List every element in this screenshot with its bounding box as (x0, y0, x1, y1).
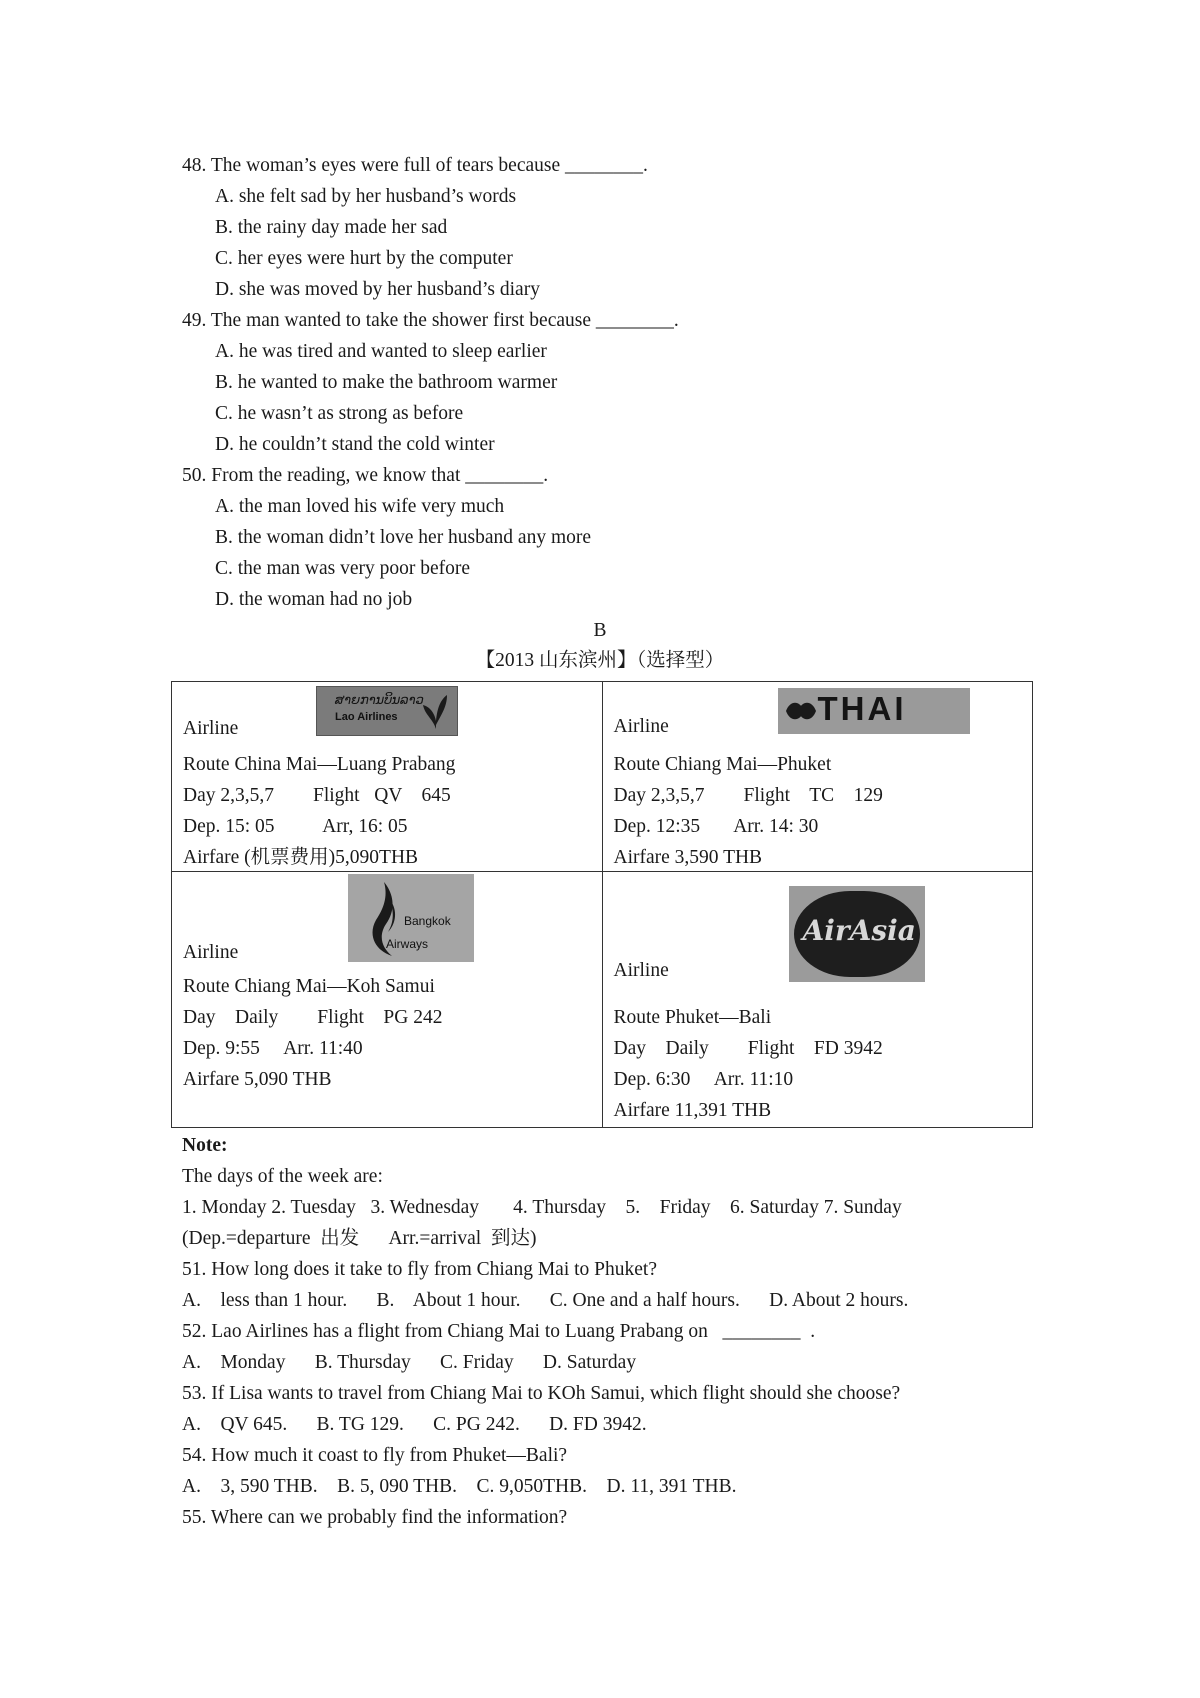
airfare: Airfare 3,590 THB (613, 847, 763, 868)
question-48-option-c: C. her eyes were hurt by the computer (215, 248, 513, 269)
question-53-stem: 53. If Lisa wants to travel from Chiang Mai to KOh Samui, which flight should she choose? (182, 1383, 901, 1404)
flight-schedule-table (171, 681, 1033, 1128)
airfare: Airfare 11,391 THB (613, 1100, 772, 1121)
airline-label: Airline (183, 718, 239, 739)
airfare: Airfare 5,090 THB (183, 1069, 332, 1090)
question-48-option-b: B. the rainy day made her sad (215, 217, 448, 238)
airline-label: Airline (183, 942, 239, 963)
question-48-option-a: A. she felt sad by her husband’s words (215, 186, 517, 207)
flower-icon (419, 691, 453, 731)
lao-airlines-logo (316, 686, 458, 736)
thai-airways-logo (778, 688, 970, 734)
day-flight: Day 2,3,5,7 Flight QV 645 (183, 785, 451, 806)
section-source: 【2013 山东滨州】（选择型） (475, 650, 725, 671)
question-49-option-c: C. he wasn’t as strong as before (215, 403, 464, 424)
airline-label: Airline (613, 716, 669, 737)
question-48-option-d: D. she was moved by her husband’s diary (215, 279, 540, 300)
lao-airlines-logo-script: ສາຍການບິນລາວ (335, 693, 424, 708)
thai-airways-logo-text: THAI (817, 690, 907, 727)
dep-arr-times: Dep. 12:35 Arr. 14: 30 (613, 816, 819, 837)
question-50-option-b: B. the woman didn’t love her husband any more (215, 527, 592, 548)
orchid-icon (784, 696, 818, 726)
question-50-option-a: A. the man loved his wife very much (215, 496, 505, 517)
airline-label: Airline (613, 960, 669, 981)
dep-arr-times: Dep. 9:55 Arr. 11:40 (183, 1038, 363, 1059)
question-50-option-d: D. the woman had no job (215, 589, 413, 610)
route: Route Phuket—Bali (613, 1007, 772, 1028)
day-flight: Day Daily Flight PG 242 (183, 1007, 443, 1028)
note-days-intro: The days of the week are: (182, 1166, 383, 1187)
question-52-stem: 52. Lao Airlines has a flight from Chiang Mai to Luang Prabang on ________ . (182, 1321, 816, 1342)
question-49-option-a: A. he was tired and wanted to sleep earlier (215, 341, 547, 362)
route: Route Chiang Mai—Koh Samui (183, 976, 435, 997)
bangkok-airways-logo (348, 874, 474, 962)
route: Route Chiang Mai—Phuket (613, 754, 832, 775)
question-53-options: A. QV 645. B. TG 129. C. PG 242. D. FD 3942. (182, 1414, 647, 1435)
note-abbreviations: (Dep.=departure 出发 Arr.=arrival 到达) (182, 1228, 537, 1249)
note-days-list: 1. Monday 2. Tuesday 3. Wednesday 4. Thursday 5. Friday 6. Saturday 7. Sunday (182, 1197, 902, 1218)
airasia-logo-text: AirAsia (802, 914, 916, 947)
flight-cell-thai (602, 682, 1033, 872)
question-55-stem: 55. Where can we probably find the information? (182, 1507, 568, 1528)
bangkok-airways-logo-text-1: Bangkok (404, 914, 451, 928)
dep-arr-times: Dep. 15: 05 Arr, 16: 05 (183, 816, 408, 837)
question-49-option-d: D. he couldn’t stand the cold winter (215, 434, 495, 455)
question-51-stem: 51. How long does it take to fly from Chiang Mai to Phuket? (182, 1259, 657, 1280)
flight-cell-airasia (602, 872, 1033, 1128)
question-52-options: A. Monday B. Thursday C. Friday D. Saturday (182, 1352, 637, 1373)
day-flight: Day 2,3,5,7 Flight TC 129 (613, 785, 883, 806)
question-51-options: A. less than 1 hour. B. About 1 hour. C. One and a half hours. D. About 2 hours. (182, 1290, 909, 1311)
airasia-logo (789, 886, 925, 982)
question-50-option-c: C. the man was very poor before (215, 558, 471, 579)
question-49-stem: 49. The man wanted to take the shower first because ________. (182, 310, 679, 331)
question-54-options: A. 3, 590 THB. B. 5, 090 THB. C. 9,050THB. D. 11, 391 THB. (182, 1476, 737, 1497)
route: Route China Mai—Luang Prabang (183, 754, 456, 775)
flight-cell-bangkok (172, 872, 603, 1128)
lao-airlines-logo-text: Lao Airlines (335, 711, 398, 723)
airfare: Airfare (机票费用)5,090THB (183, 847, 419, 868)
dep-arr-times: Dep. 6:30 Arr. 11:10 (613, 1069, 794, 1090)
question-48-stem: 48. The woman’s eyes were full of tears because ________. (182, 155, 648, 176)
question-50-stem: 50. From the reading, we know that ________. (182, 465, 549, 486)
question-49-option-b: B. he wanted to make the bathroom warmer (215, 372, 558, 393)
question-54-stem: 54. How much it coast to fly from Phuket—Bali? (182, 1445, 568, 1466)
bangkok-airways-logo-text-2: Airways (386, 937, 429, 951)
flight-cell-lao (172, 682, 603, 872)
day-flight: Day Daily Flight FD 3942 (613, 1038, 883, 1059)
section-letter: B (593, 620, 607, 641)
note-title: Note: (182, 1135, 228, 1156)
